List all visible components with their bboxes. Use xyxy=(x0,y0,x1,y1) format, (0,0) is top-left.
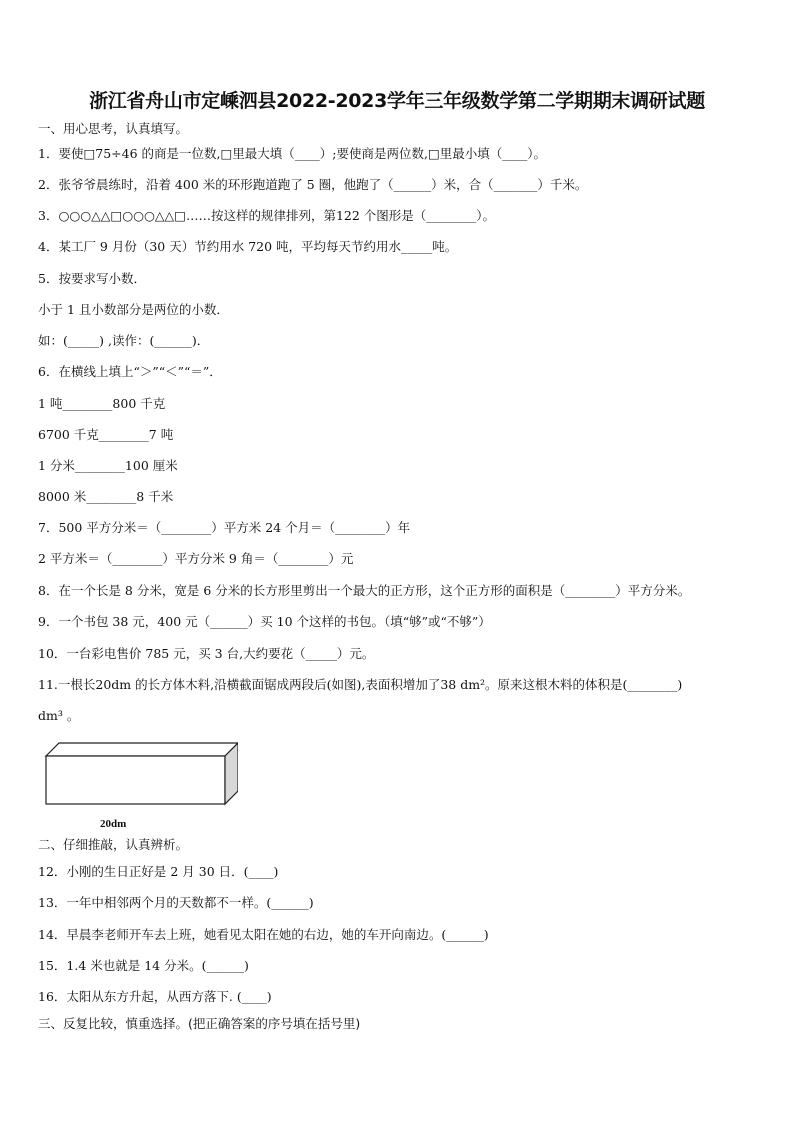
question-6: 6．在横线上填上“＞”“＜”“＝”． xyxy=(38,364,222,379)
question-6-item: 8000 米________8 千米 xyxy=(38,489,174,504)
question-3: 3．○○○△△□○○○△△□……按这样的规律排列，第122 个图形是（________）。 xyxy=(38,208,496,223)
question-5-text: 小于 1 且小数部分是两位的小数． xyxy=(38,302,229,317)
question-13: 13．一年中相邻两个月的天数都不一样。(______) xyxy=(38,895,314,910)
question-5-example: 如：(_____) ,读作：(______)． xyxy=(38,333,210,348)
question-7-cont: 2 平方米＝（________）平方分米 9 角＝（________）元 xyxy=(38,551,354,566)
question-10: 10．一台彩电售价 785 元，买 3 台,大约要花（_____）元。 xyxy=(38,646,375,661)
section-1-heading: 一、用心思考，认真填写。 xyxy=(38,121,189,136)
section-3-heading: 三、反复比较，慎重选择。(把正确答案的序号填在括号里) xyxy=(38,1016,361,1031)
page-title: 浙江省舟山市定嵊泗县2022-2023学年三年级数学第二学期期末调研试题 xyxy=(89,90,705,112)
question-15: 15．1.4 米也就是 14 分米。(______) xyxy=(38,958,249,973)
question-11: 11.一根长20dm 的长方体木料,沿横截面锯成两段后(如图),表面积增加了38 dm²。原来这根木料的体积是(________) xyxy=(38,677,683,692)
question-12: 12．小刚的生日正好是 2 月 30 日．(____) xyxy=(38,864,279,879)
question-5: 5．按要求写小数． xyxy=(38,271,146,286)
question-4: 4．某工厂 9 月份（30 天）节约用水 720 吨，平均每天节约用水_____吨。 xyxy=(38,239,458,254)
figure-length-label: 20dm xyxy=(100,818,127,830)
question-14: 14．早晨李老师开车去上班，她看见太阳在她的右边，她的车开向南边。(______) xyxy=(38,927,489,942)
question-6-item: 1 分米________100 厘米 xyxy=(38,458,178,473)
question-9: 9．一个书包 38 元，400 元（______）买 10 个这样的书包。（填“够”或“不够”） xyxy=(38,614,491,629)
question-16: 16．太阳从东方升起，从西方落下. (____) xyxy=(38,989,272,1004)
cuboid-figure xyxy=(42,738,238,830)
question-1: 1．要使□75÷46 的商是一位数,□里最大填（____）;要使商是两位数,□里最小填（____）。 xyxy=(38,146,547,161)
question-6-item: 6700 千克________7 吨 xyxy=(38,427,174,442)
question-8: 8．在一个长是 8 分米，宽是 6 分米的长方形里剪出一个最大的正方形，这个正方形的面积是（________）平方分米。 xyxy=(38,583,691,598)
question-6-item: 1 吨________800 千克 xyxy=(38,396,166,411)
question-7: 7．500 平方分米＝（________）平方米 24 个月＝（________）年 xyxy=(38,520,411,535)
question-2: 2．张爷爷晨练时，沿着 400 米的环形跑道跑了 5 圈，他跑了（______）米，合（_______）千米。 xyxy=(38,177,588,192)
question-11-cont: dm³ 。 xyxy=(38,708,80,723)
section-2-heading: 二、仔细推敲，认真辨析。 xyxy=(38,837,189,852)
